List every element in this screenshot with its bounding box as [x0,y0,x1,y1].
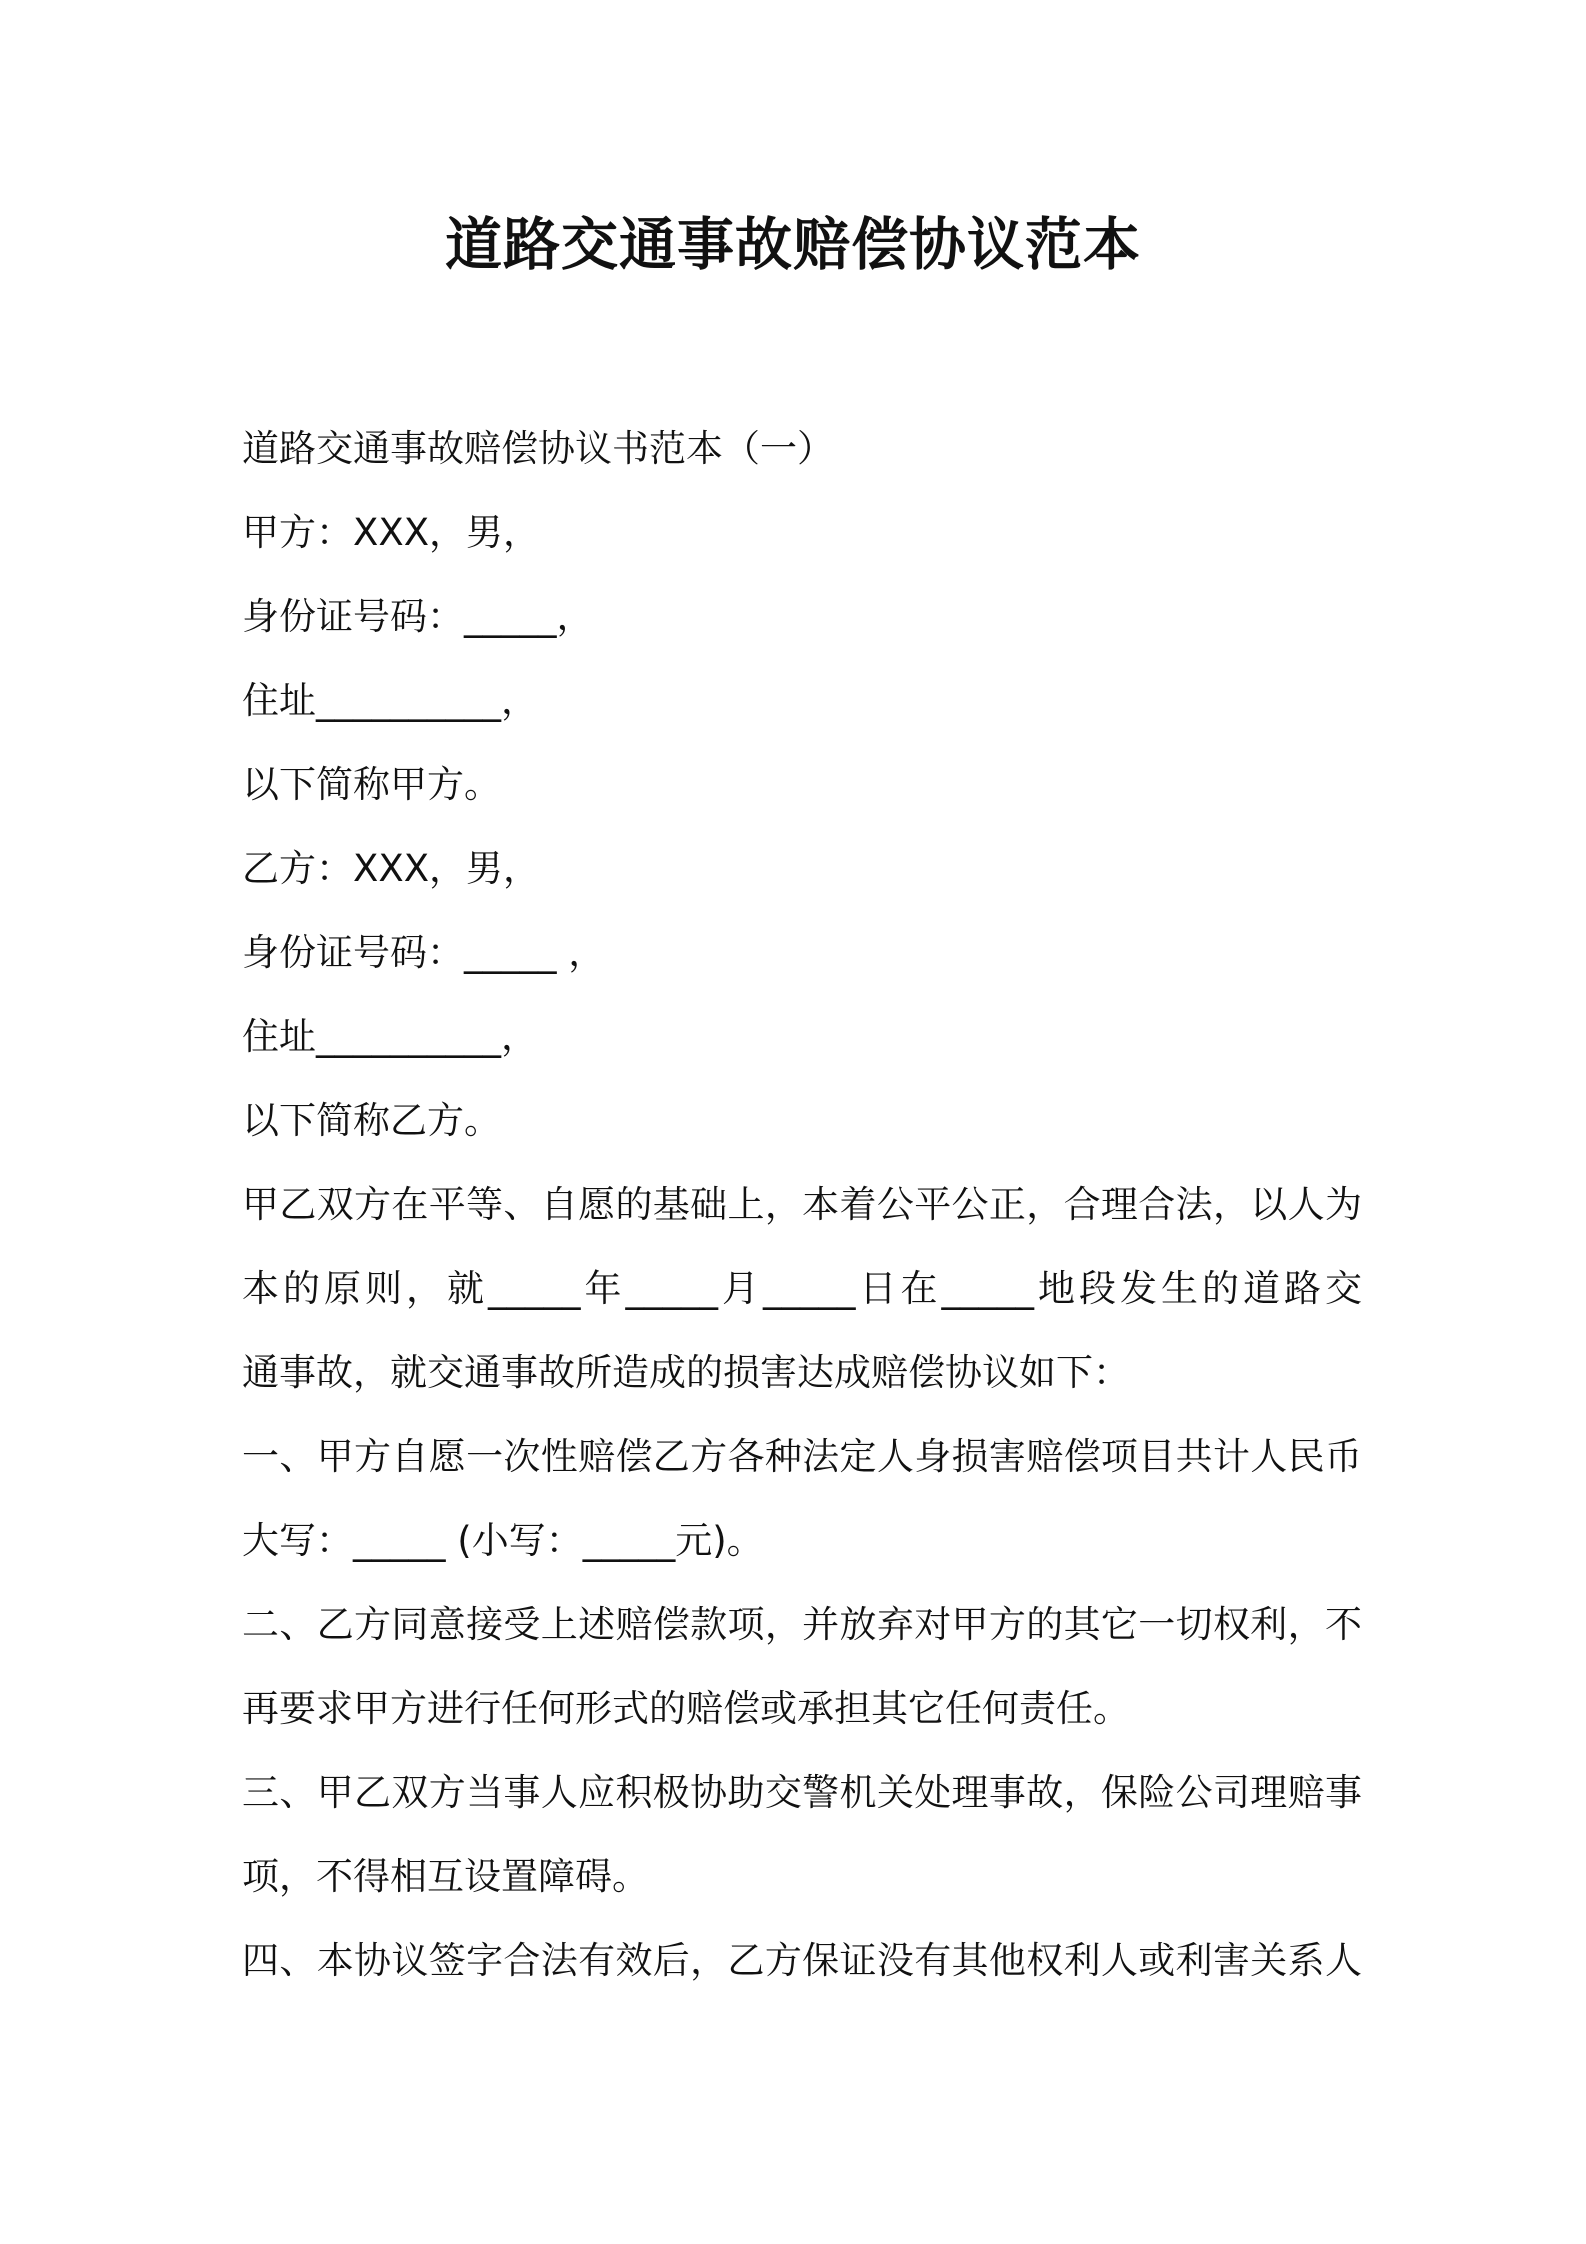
party-a-name: 甲方：XXX，男， [242,511,541,554]
party-b-alias: 以下简称乙方。 [242,1099,501,1142]
clause-2-line-1: 二、乙方同意接受上述赔偿款项，并放弃对甲方的其它一切权利，不 [242,1603,1362,1646]
clause-1-line-1: 一、甲方自愿一次性赔偿乙方各种法定人身损害赔偿项目共计人民币 [242,1435,1362,1478]
party-a-id: 身份证号码：_____， [242,595,594,638]
party-a-alias: 以下简称甲方。 [242,763,501,806]
clause-2-line-2: 再要求甲方进行任何形式的赔偿或承担其它任何责任。 [242,1687,1130,1730]
preamble-line-1: 甲乙双方在平等、自愿的基础上，本着公平公正，合理合法，以人为 [242,1183,1362,1226]
document-title: 道路交通事故赔偿协议范本 [445,212,1141,278]
clause-3-line-2: 项，不得相互设置障碍。 [242,1855,649,1898]
party-b-id: 身份证号码：_____ ， [242,931,606,974]
clause-3-line-1: 三、甲乙双方当事人应积极协助交警机关处理事故，保险公司理赔事 [242,1771,1362,1814]
preamble-line-2: 本的原则，就_____年_____月_____日在_____地段发生的道路交 [242,1267,1362,1310]
section-heading: 道路交通事故赔偿协议书范本（一） [242,427,834,470]
party-b-name: 乙方：XXX，男， [242,847,541,890]
party-a-address: 住址__________， [242,679,538,722]
clause-4-line-1: 四、本协议签字合法有效后，乙方保证没有其他权利人或利害关系人 [242,1939,1362,1982]
clause-1-line-2: 大写：_____ (小写：_____元)。 [242,1519,764,1562]
preamble-line-3: 通事故，就交通事故所造成的损害达成赔偿协议如下： [242,1351,1130,1394]
document-body [242,407,1362,2003]
party-b-address: 住址__________， [242,1015,538,1058]
